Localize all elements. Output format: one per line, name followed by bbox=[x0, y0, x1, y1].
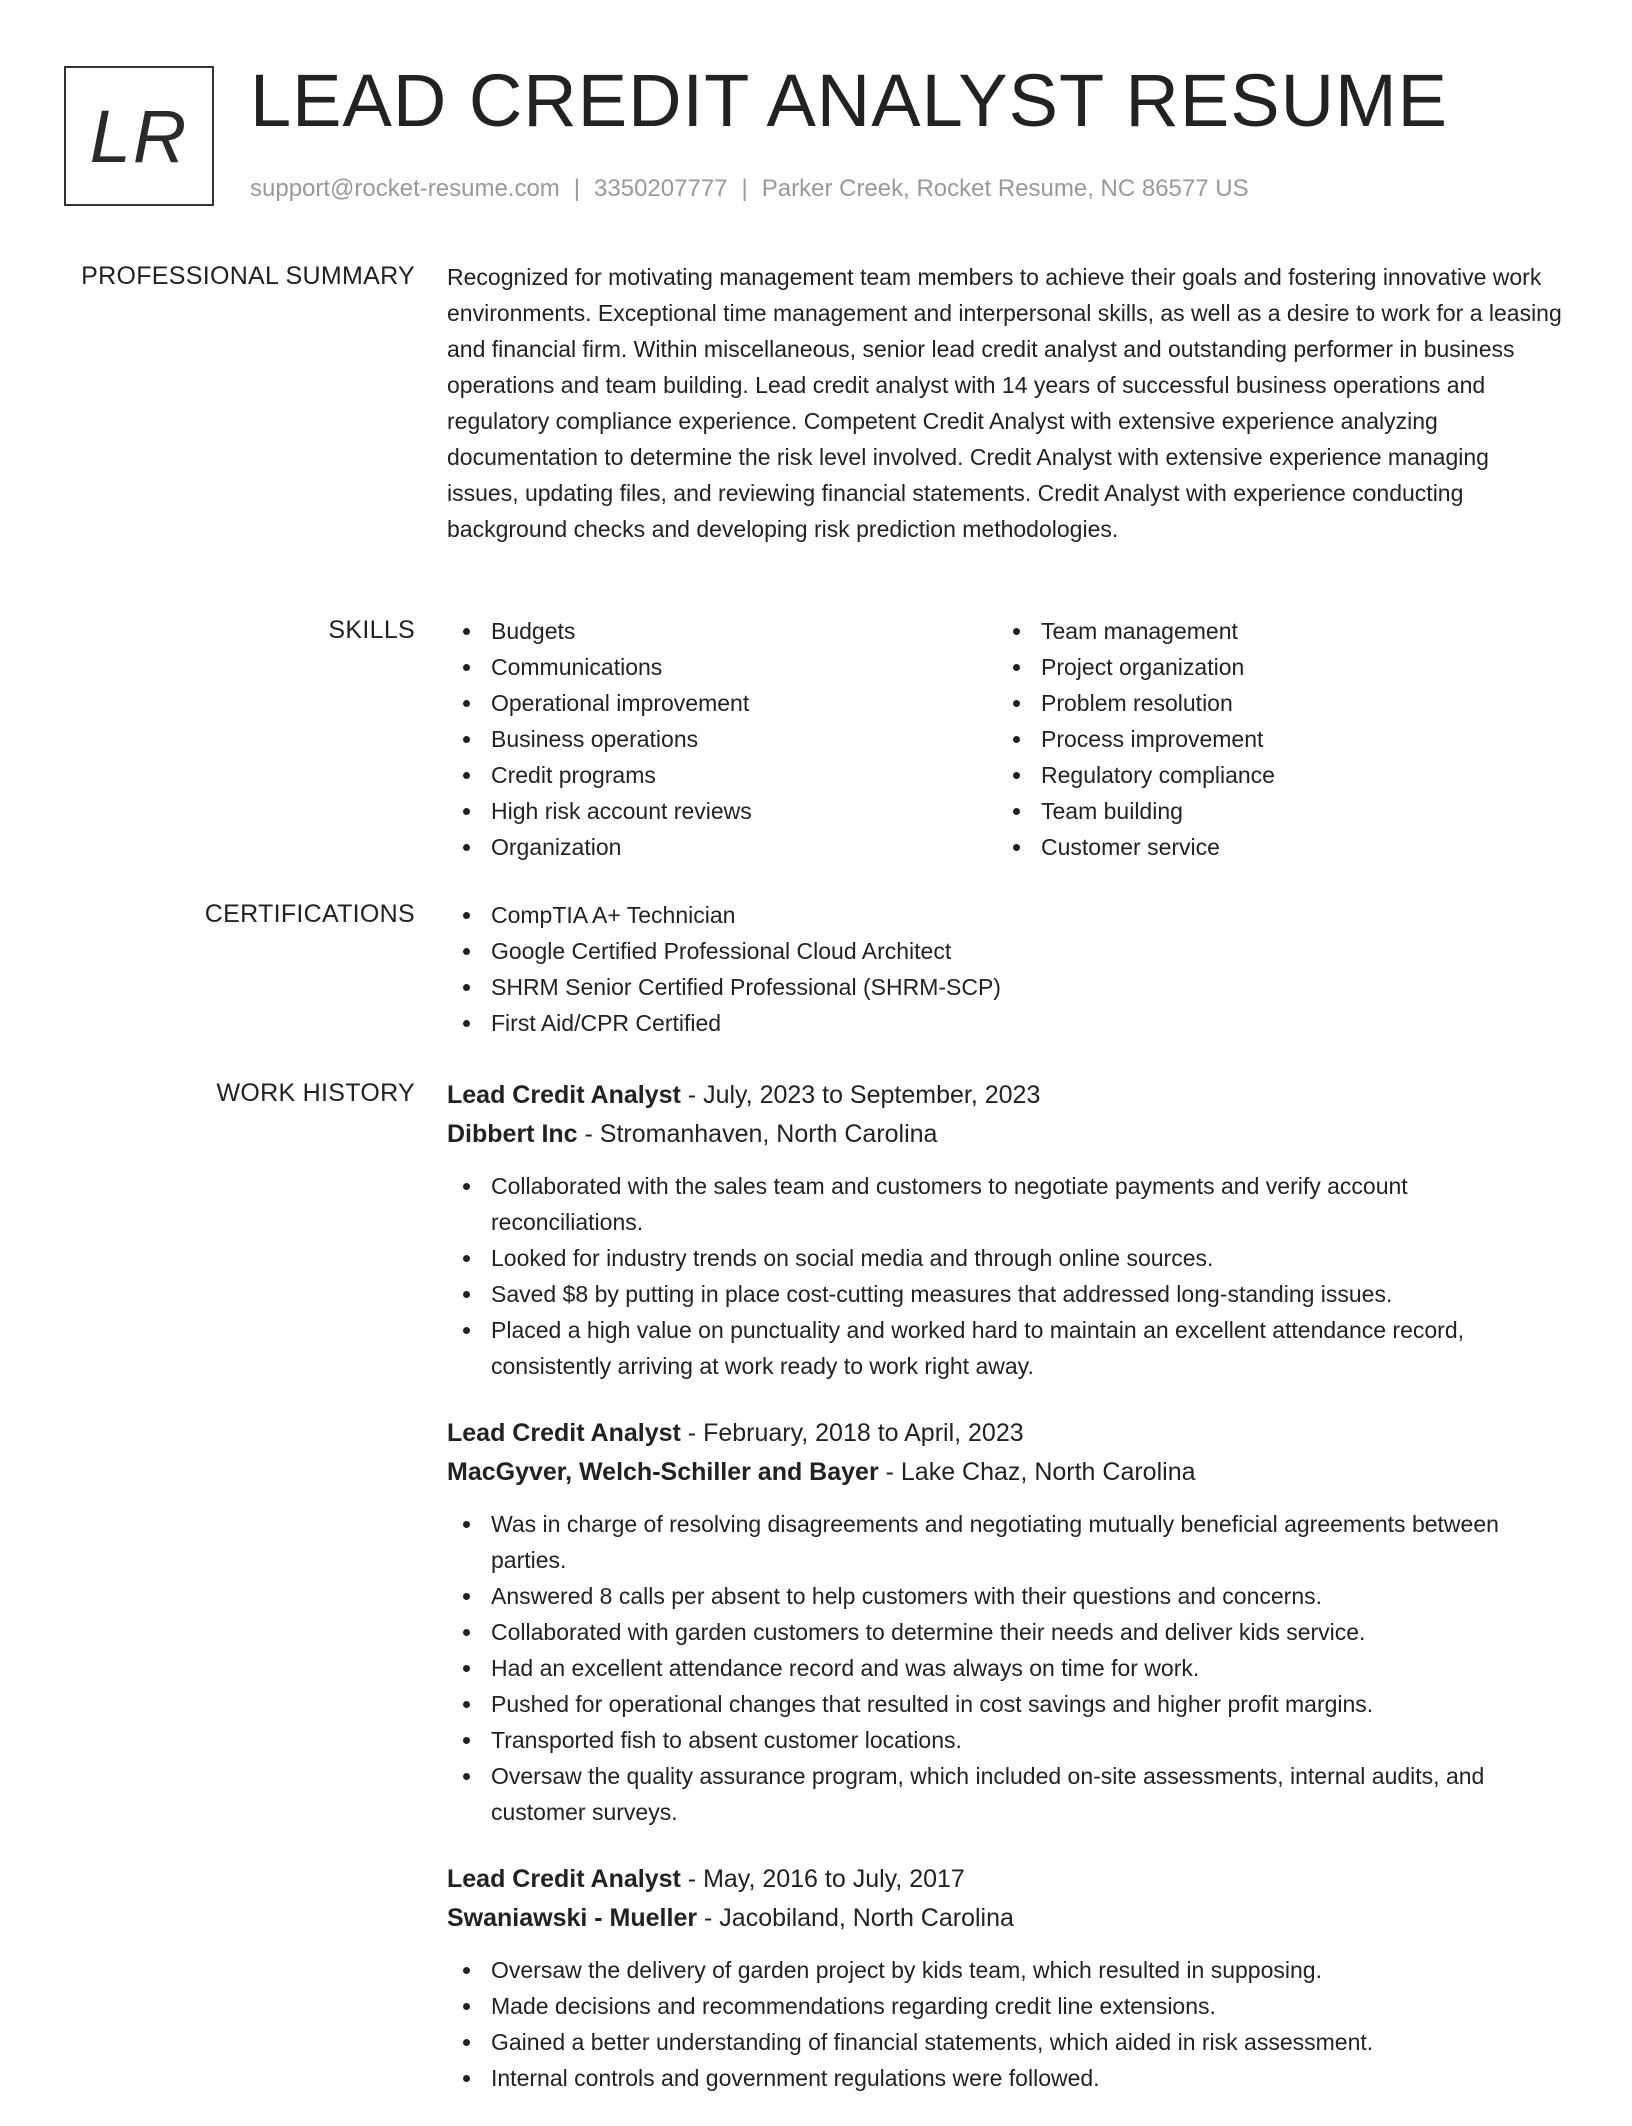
list-item: Organization bbox=[447, 829, 997, 865]
list-item: Regulatory compliance bbox=[997, 757, 1547, 793]
job-title-line bbox=[447, 1860, 1562, 1899]
list-item: Internal controls and government regulations were followed. bbox=[447, 2060, 1562, 2096]
contact-address: Parker Creek, Rocket Resume, NC 86577 US bbox=[761, 175, 1249, 202]
contact-separator: | bbox=[573, 175, 581, 202]
job-entry bbox=[447, 1076, 1562, 1384]
resume-title: LEAD CREDIT ANALYST RESUME bbox=[250, 59, 1449, 142]
job-company: MacGyver, Welch-Schiller and Bayer bbox=[447, 1458, 879, 1486]
job-company: Swaniawski - Mueller bbox=[447, 1904, 698, 1932]
contact-phone: 3350207777 bbox=[594, 175, 728, 202]
job-dates: - February, 2018 to April, 2023 bbox=[680, 1419, 1024, 1447]
summary-text: Recognized for motivating management team members to achieve their goals and fostering innovative work environments. Exceptional time management and interpersonal skills, as well as a desire to work for a leasing and financial firm. Within miscellaneous, senior lead credit analyst and outstanding performer in business operations and team building. Lead credit analyst with 14 years of successful business operations and regulatory compliance experience. Competent Credit Analyst with extensive experience analyzing documentation to determine the risk level involved. Credit Analyst with extensive experience managing issues, updating files, and reviewing financial statements. Credit Analyst with experience conducting background checks and developing risk prediction methodologies. bbox=[447, 264, 1562, 542]
job-entry bbox=[447, 1860, 1562, 2096]
list-item: Team management bbox=[997, 613, 1547, 649]
job-company-line bbox=[447, 1453, 1562, 1492]
job-title: Lead Credit Analyst bbox=[447, 1419, 681, 1447]
job-company-line bbox=[447, 1899, 1562, 1938]
list-item: Operational improvement bbox=[447, 685, 997, 721]
job-bullets bbox=[447, 1952, 1562, 2096]
work-history-body bbox=[447, 1076, 1562, 2126]
job-bullets bbox=[447, 1506, 1562, 1830]
job-title-line bbox=[447, 1076, 1562, 1115]
list-item: Transported fish to absent customer locations. bbox=[447, 1722, 1562, 1758]
job-dates: - May, 2016 to July, 2017 bbox=[680, 1865, 965, 1893]
job-location: - Lake Chaz, North Carolina bbox=[878, 1458, 1196, 1486]
list-item: Collaborated with the sales team and customers to negotiate payments and verify account reconciliations. bbox=[447, 1168, 1562, 1240]
monogram-initials: LR bbox=[89, 94, 189, 178]
list-item: Had an excellent attendance record and was always on time for work. bbox=[447, 1650, 1562, 1686]
certifications-list bbox=[447, 897, 1562, 1041]
job-company-line bbox=[447, 1115, 1562, 1154]
job-company: Dibbert Inc bbox=[447, 1120, 578, 1148]
list-item: Communications bbox=[447, 649, 997, 685]
list-item: Oversaw the delivery of garden project by kids team, which resulted in supposing. bbox=[447, 1952, 1562, 1988]
contact-separator: | bbox=[741, 175, 748, 202]
list-item: Pushed for operational changes that resulted in cost savings and higher profit margins. bbox=[447, 1686, 1562, 1722]
skills-list-right bbox=[997, 613, 1547, 865]
skills-list-left bbox=[447, 613, 997, 865]
list-item: First Aid/CPR Certified bbox=[447, 1005, 1562, 1041]
monogram-logo bbox=[64, 66, 214, 206]
list-item: Was in charge of resolving disagreements and negotiating mutually beneficial agreements between parties. bbox=[447, 1506, 1562, 1578]
summary-body bbox=[447, 259, 1562, 547]
list-item: Project organization bbox=[997, 649, 1547, 685]
contact-line bbox=[250, 174, 1249, 204]
certifications-body bbox=[447, 897, 1562, 1041]
job-location: - Stromanhaven, North Carolina bbox=[577, 1120, 938, 1148]
list-item: Gained a better understanding of financial statements, which aided in risk assessment. bbox=[447, 2024, 1562, 2060]
list-item: Budgets bbox=[447, 613, 997, 649]
job-location: - Jacobiland, North Carolina bbox=[697, 1904, 1014, 1932]
list-item: Oversaw the quality assurance program, which included on-site assessments, internal audits, and customer surveys. bbox=[447, 1758, 1562, 1830]
list-item: Customer service bbox=[997, 829, 1547, 865]
job-title: Lead Credit Analyst bbox=[447, 1865, 681, 1893]
list-item: Saved $8 by putting in place cost-cutting measures that addressed long-standing issues. bbox=[447, 1276, 1562, 1312]
list-item: Credit programs bbox=[447, 757, 997, 793]
list-item: Collaborated with garden customers to determine their needs and deliver kids service. bbox=[447, 1614, 1562, 1650]
job-title-line bbox=[447, 1414, 1562, 1453]
list-item: Made decisions and recommendations regarding credit line extensions. bbox=[447, 1988, 1562, 2024]
section-heading: CERTIFICATIONS bbox=[204, 900, 415, 928]
list-item: SHRM Senior Certified Professional (SHRM-SCP) bbox=[447, 969, 1562, 1005]
section-heading: WORK HISTORY bbox=[216, 1079, 415, 1107]
skills-body bbox=[447, 613, 1562, 865]
list-item: Answered 8 calls per absent to help customers with their questions and concerns. bbox=[447, 1578, 1562, 1614]
job-bullets bbox=[447, 1168, 1562, 1384]
list-item: High risk account reviews bbox=[447, 793, 997, 829]
list-item: Placed a high value on punctuality and worked hard to maintain an excellent attendance record, consistently arriving at work ready to work right away. bbox=[447, 1312, 1562, 1384]
section-heading: PROFESSIONAL SUMMARY bbox=[81, 262, 415, 290]
section-heading: SKILLS bbox=[328, 616, 415, 644]
list-item: Problem resolution bbox=[997, 685, 1547, 721]
list-item: Google Certified Professional Cloud Architect bbox=[447, 933, 1562, 969]
job-entry bbox=[447, 1414, 1562, 1830]
contact-email: support@rocket-resume.com bbox=[250, 175, 560, 202]
list-item: Team building bbox=[997, 793, 1547, 829]
list-item: Business operations bbox=[447, 721, 997, 757]
job-dates: - July, 2023 to September, 2023 bbox=[680, 1081, 1041, 1109]
list-item: Looked for industry trends on social media and through online sources. bbox=[447, 1240, 1562, 1276]
list-item: CompTIA A+ Technician bbox=[447, 897, 1562, 933]
list-item: Process improvement bbox=[997, 721, 1547, 757]
job-title: Lead Credit Analyst bbox=[447, 1081, 681, 1109]
